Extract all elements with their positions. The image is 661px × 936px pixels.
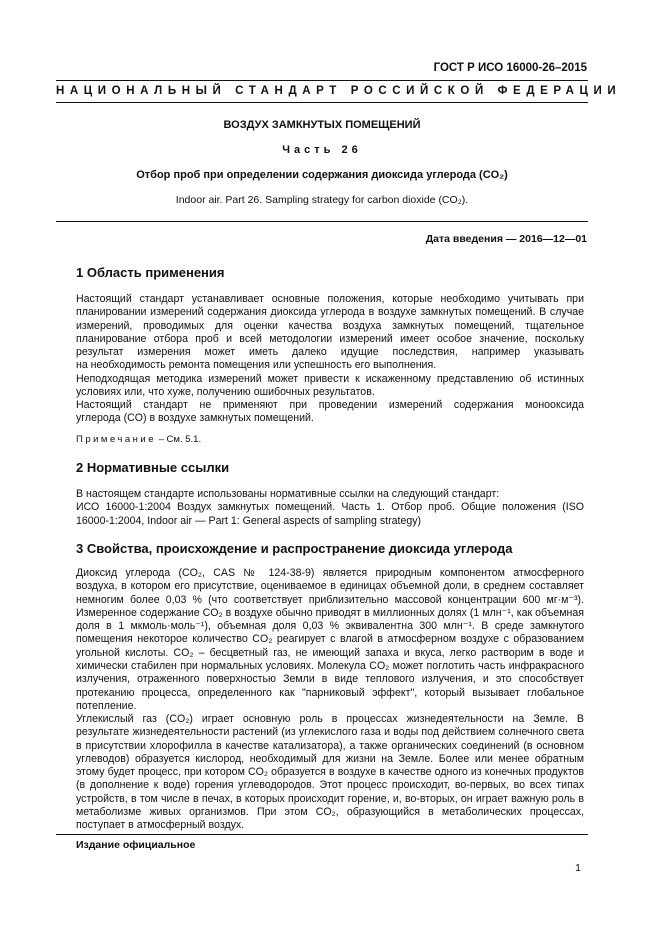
document-subtitle: Отбор проб при определении содержания диоксида углерода (CO₂) (136, 169, 508, 181)
text-line: условиях или, что хуже, получению ошибочных результатов. (76, 386, 375, 399)
text-line: Измеренное содержание CO₂ в воздухе обычно приводят в миллионных долях (1 млн⁻¹, как объемная (76, 606, 584, 619)
text-line: Неподходящая методика измерений может привести к искаженному представлению об истинных (76, 373, 584, 385)
english-title: Indoor air. Part 26. Sampling strategy for carbon dioxide (CO₂). (175, 194, 469, 206)
text-line: на необходимость ремонта помещения или успешность его выполнения. (76, 359, 437, 372)
text-line: устройств, в том числе в печах, в которых происходит горение, и, во-вторых, он играет важную роль в (76, 792, 584, 805)
text-line: потепление. (76, 699, 137, 712)
text-line: углерода (CO) в воздухе замкнутых помещений. (76, 412, 314, 425)
text-line: немногим более 0,03 % (что соответствует приблизительно массовой концентрации 600 мг·м⁻³). (76, 593, 584, 606)
edition-label: Издание официальное (76, 839, 196, 851)
page-number: 1 (575, 862, 581, 874)
footer-rule (56, 834, 588, 835)
section-1-paragraph-3 (76, 399, 584, 426)
section-1-paragraph-1 (76, 293, 584, 373)
note-label: Примечание (76, 434, 156, 445)
text-line: в присутствии хлорофилла в качестве катализатора), а также органических соединений (в основном (76, 739, 584, 752)
header-rule-bottom (56, 102, 588, 103)
section-2-paragraph (76, 488, 584, 528)
section-1-paragraph-2 (76, 373, 584, 400)
text-line: помещения некоторое количество CO₂ реагирует с влагой в атмосферном воздухе с образованием (76, 633, 584, 646)
text-line: измерений, проводимых для оценки качества воздуха замкнутых помещений, тщательное (76, 319, 584, 332)
text-line: 16000-1:2004, Indoor air — Part 1: General aspects of sampling strategy) (76, 514, 422, 527)
text-line: Диоксид углерода (CO₂, CAS № 124-38-9) является природным компонентом атмосферного (76, 567, 584, 579)
text-line: результат измерения может иметь далеко идущие последствия, например указывать (76, 346, 584, 359)
text-line: протеканию процесса, определенного как "парниковый эффект", который вызывает глобальное (76, 686, 584, 699)
text-line: угольной кислоты. CO₂ – бесцветный газ, не имеющий запаха и вкуса, легко растворим в воде и (76, 646, 584, 659)
section-1-heading: 1 Область применения (76, 265, 225, 280)
text-line: (в дополнение к воде) горения углеводородов. Этот процесс происходит, во-первых, во всех типах (76, 779, 584, 792)
national-standard-banner: НАЦИОНАЛЬНЫЙ СТАНДАРТ РОССИЙСКОЙ ФЕДЕРАЦИИ (56, 85, 622, 97)
introduction-date: Дата введения — 2016—12—01 (425, 233, 587, 245)
text-line: метаболизме живых организмов. При этом CO₂, образующийся в метаболических процессах, (76, 806, 584, 819)
text-line: В настоящем стандарте использованы нормативные ссылки на следующий стандарт: (76, 488, 500, 500)
section-3-paragraph-1 (76, 567, 584, 713)
text-line: углеводов) образуется кислород, необходимый для жизни на Земле. Более или менее обратным (76, 752, 584, 765)
text-line: ИСО 16000-1:2004 Воздух замкнутых помещений. Часть 1. Отбор проб. Общие положения (ISO (76, 501, 584, 514)
text-line: Настоящий стандарт не применяют при проведении измерений содержания монооксида (76, 399, 584, 411)
text-line: воздуха, в котором его присутствие, оцениваемое в единицах объемной доли, в среднем составляет (76, 580, 584, 593)
section-3-heading: 3 Свойства, происхождение и распространение диоксида углерода (76, 541, 513, 556)
text-line: этому будет процесс, при котором CO₂ образуется в воздухе в качестве одного из конечных продуктов (76, 766, 584, 779)
text-line: доля в 1 мкмоль·моль⁻¹), объемная доля 0,03 % эквивалентна 300 млн⁻¹. В среде замкнутого (76, 620, 584, 633)
text-line: поступает в атмосферный воздух. (76, 819, 245, 832)
text-line: химически стабилен при нормальных условиях. Молекула CO₂ может поглотить часть инфракрасного (76, 660, 584, 673)
title-rule (56, 221, 588, 222)
document-code: ГОСТ Р ИСО 16000-26–2015 (433, 62, 587, 74)
text-line: излучения, отраженного поверхностью Земли в виде теплового излучения, и это способствует (76, 673, 584, 686)
text-line: результате жизнедеятельности растений (из углекислого газа и воды под действием солнечного света (76, 726, 584, 739)
text-line: Настоящий стандарт устанавливает основные положения, которые необходимо учитывать при (76, 293, 584, 305)
header-rule-top (56, 80, 588, 81)
section-3-paragraph-2 (76, 713, 584, 833)
text-line: планирование отбора проб и всей методологии измерений имеет особое значение, поскольку (76, 332, 584, 345)
text-line: Углекислый газ (CO₂) играет основную роль в процессах жизнедеятельности на Земле. В (76, 713, 584, 725)
note-text: – См. 5.1. (156, 434, 202, 445)
section-2-heading: 2 Нормативные ссылки (76, 460, 230, 475)
document-title: ВОЗДУХ ЗАМКНУТЫХ ПОМЕЩЕНИЙ (223, 119, 421, 131)
part-number: Часть 26 (282, 144, 362, 156)
text-line: планировании измерений содержания диоксида углерода в воздухе замкнутых помещений. В случае (76, 306, 584, 319)
section-1-note (76, 434, 201, 445)
